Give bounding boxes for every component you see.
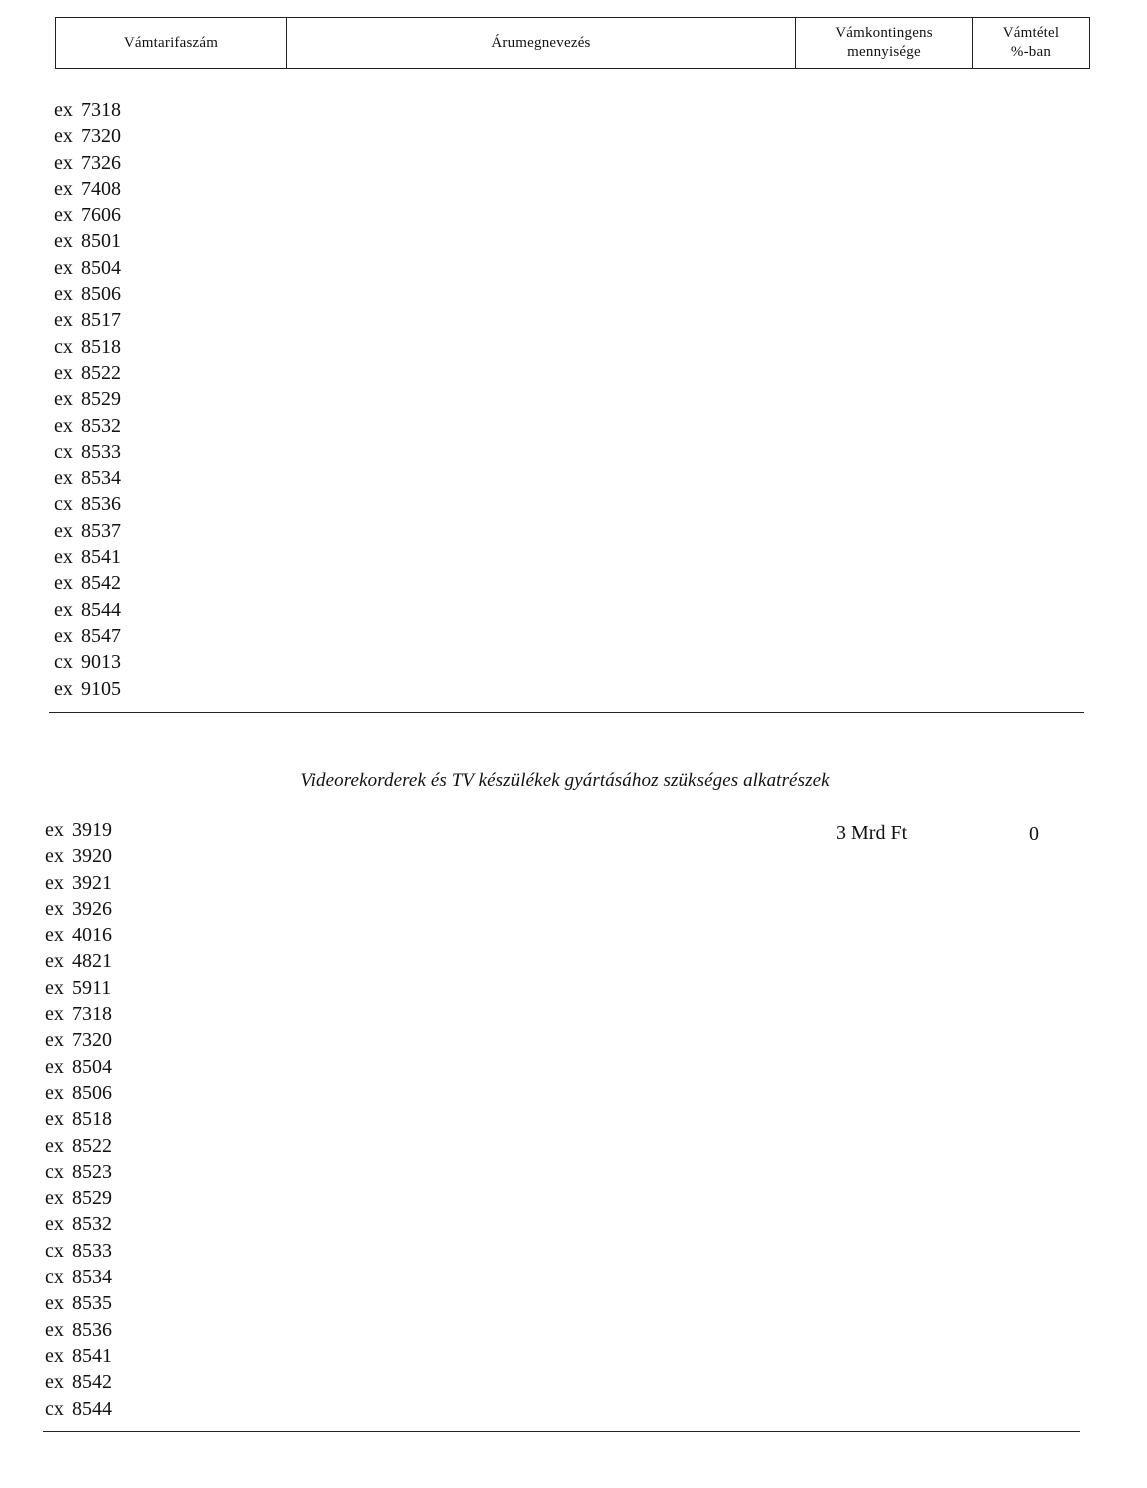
tariff-code-number: 8522 <box>72 1134 112 1157</box>
header-product-name-label: Árumegnevezés <box>491 34 591 51</box>
tariff-code-row <box>54 307 121 333</box>
tariff-code-row <box>45 1264 112 1290</box>
tariff-code-number: 8532 <box>81 414 121 437</box>
tariff-code-row <box>45 1001 112 1027</box>
tariff-code-row <box>45 896 112 922</box>
tariff-code-prefix: cx <box>54 440 73 463</box>
tariff-code-row <box>45 1369 112 1395</box>
tariff-code-row <box>54 360 121 386</box>
tariff-code-prefix: ex <box>54 519 73 542</box>
tariff-code-number: 8541 <box>81 546 121 569</box>
tariff-code-row <box>54 676 121 702</box>
tariff-code-row <box>45 1054 112 1080</box>
tariff-code-number: 8518 <box>72 1108 112 1131</box>
tariff-code-number: 8544 <box>81 598 121 621</box>
tariff-code-prefix: ex <box>45 1318 64 1341</box>
tariff-code-prefix: ex <box>45 1108 64 1131</box>
tariff-code-number: 8529 <box>72 1187 112 1210</box>
tariff-code-number: 4821 <box>72 950 112 973</box>
tariff-code-prefix: ex <box>45 897 64 920</box>
tariff-code-row <box>54 491 121 517</box>
tariff-code-prefix: ex <box>54 230 73 253</box>
tariff-code-prefix: ex <box>54 677 73 700</box>
tariff-code-row <box>54 623 121 649</box>
tariff-code-number: 8534 <box>81 467 121 490</box>
quota-value: 3 Mrd Ft <box>836 822 908 844</box>
section-divider-1 <box>49 712 1084 713</box>
tariff-code-prefix: ex <box>54 624 73 647</box>
tariff-code-prefix: ex <box>45 1003 64 1026</box>
tariff-code-prefix: ex <box>45 1055 64 1078</box>
tariff-code-number: 7320 <box>81 125 121 148</box>
tariff-code-prefix: cx <box>54 651 73 674</box>
section-divider-2 <box>43 1431 1080 1432</box>
tariff-code-number: 3920 <box>72 845 112 868</box>
tariff-code-prefix: ex <box>45 1187 64 1210</box>
tariff-code-row <box>54 649 121 675</box>
tariff-code-row <box>54 465 121 491</box>
tariff-code-row <box>45 1317 112 1343</box>
tariff-code-prefix: ex <box>45 1134 64 1157</box>
tariff-code-number: 8533 <box>72 1239 112 1262</box>
tariff-code-row <box>45 870 112 896</box>
tariff-code-row <box>45 1238 112 1264</box>
tariff-code-row <box>54 386 121 412</box>
tariff-code-number: 7318 <box>72 1003 112 1026</box>
header-tariff-number-label: Vámtarifaszám <box>123 34 219 51</box>
tariff-code-number: 3926 <box>72 897 112 920</box>
tariff-code-number: 8533 <box>81 440 121 463</box>
tariff-code-number: 8542 <box>81 572 121 595</box>
table-header <box>55 17 1090 69</box>
tariff-code-number: 8522 <box>81 361 121 384</box>
tariff-code-number: 7326 <box>81 151 121 174</box>
tariff-code-number: 8544 <box>72 1397 112 1420</box>
tariff-code-row <box>45 922 112 948</box>
tariff-code-prefix: ex <box>54 125 73 148</box>
header-tariff-number <box>56 18 287 68</box>
tariff-code-row <box>54 281 121 307</box>
tariff-code-number: 8504 <box>81 256 121 279</box>
tariff-code-number: 8541 <box>72 1344 112 1367</box>
tariff-code-number: 8547 <box>81 624 121 647</box>
tariff-code-number: 8536 <box>81 493 121 516</box>
tariff-code-row <box>45 1159 112 1185</box>
tariff-code-row <box>45 1343 112 1369</box>
tariff-code-prefix: cx <box>45 1266 64 1289</box>
tariff-code-number: 7606 <box>81 204 121 227</box>
header-rate-line2: %-ban <box>1010 44 1052 60</box>
tariff-code-prefix: ex <box>54 572 73 595</box>
tariff-code-list-1 <box>54 97 121 702</box>
tariff-code-prefix: ex <box>45 1029 64 1052</box>
tariff-code-number: 9105 <box>81 677 121 700</box>
tariff-code-number: 9013 <box>81 651 121 674</box>
tariff-code-number: 4016 <box>72 924 112 947</box>
tariff-code-prefix: cx <box>45 1397 64 1420</box>
tariff-code-prefix: ex <box>45 976 64 999</box>
tariff-code-prefix: ex <box>54 256 73 279</box>
tariff-code-prefix: ex <box>54 309 73 332</box>
tariff-code-row <box>54 150 121 176</box>
tariff-code-number: 8517 <box>81 309 121 332</box>
tariff-code-prefix: ex <box>54 99 73 121</box>
tariff-code-row <box>45 1396 112 1422</box>
tariff-code-row <box>54 228 121 254</box>
tariff-code-number: 8504 <box>72 1055 112 1078</box>
tariff-code-row <box>45 1080 112 1106</box>
tariff-code-row <box>54 176 121 202</box>
header-quota-line2: mennyisége <box>847 44 921 60</box>
tariff-code-prefix: ex <box>54 598 73 621</box>
rate-value: 0 <box>1029 823 1039 845</box>
tariff-code-row <box>45 1185 112 1211</box>
tariff-code-prefix: ex <box>45 819 64 841</box>
header-rate-line1: Vámtétel <box>1002 25 1060 41</box>
tariff-code-prefix: ex <box>54 546 73 569</box>
tariff-code-row <box>45 1211 112 1237</box>
tariff-code-prefix: ex <box>45 950 64 973</box>
tariff-code-prefix: ex <box>45 1213 64 1236</box>
tariff-code-prefix: ex <box>45 1292 64 1315</box>
tariff-code-number: 8523 <box>72 1160 112 1183</box>
tariff-code-row <box>54 334 121 360</box>
tariff-code-prefix: ex <box>45 1344 64 1367</box>
tariff-code-number: 7318 <box>81 99 121 121</box>
header-quota <box>796 18 973 68</box>
tariff-code-number: 7320 <box>72 1029 112 1052</box>
tariff-code-row <box>45 843 112 869</box>
header-rate <box>973 18 1089 68</box>
tariff-code-prefix: cx <box>54 493 73 516</box>
tariff-code-row <box>54 255 121 281</box>
tariff-code-row <box>45 975 112 1001</box>
tariff-code-number: 8501 <box>81 230 121 253</box>
tariff-code-row <box>45 1290 112 1316</box>
tariff-code-prefix: ex <box>54 283 73 306</box>
tariff-code-prefix: ex <box>54 467 73 490</box>
tariff-code-prefix: ex <box>45 845 64 868</box>
tariff-code-number: 7408 <box>81 177 121 200</box>
tariff-code-prefix: cx <box>45 1160 64 1183</box>
tariff-code-row <box>54 544 121 570</box>
header-rate-label <box>1003 24 1060 62</box>
tariff-code-row <box>54 202 121 228</box>
tariff-code-row <box>45 1133 112 1159</box>
tariff-code-prefix: ex <box>54 388 73 411</box>
tariff-code-prefix: ex <box>45 871 64 894</box>
tariff-code-number: 8506 <box>81 283 121 306</box>
tariff-code-number: 8536 <box>72 1318 112 1341</box>
tariff-code-row <box>54 518 121 544</box>
tariff-code-row <box>45 948 112 974</box>
tariff-code-number: 8529 <box>81 388 121 411</box>
tariff-code-number: 3921 <box>72 871 112 894</box>
tariff-code-number: 3919 <box>72 819 112 841</box>
header-quota-label <box>835 24 933 62</box>
tariff-code-prefix: ex <box>54 177 73 200</box>
section-title: Videorekorderek és TV készülékek gyártásához szükséges alkatrészek <box>300 770 830 791</box>
tariff-code-row <box>45 1027 112 1053</box>
tariff-code-number: 8506 <box>72 1081 112 1104</box>
tariff-code-row <box>54 570 121 596</box>
tariff-code-row <box>54 413 121 439</box>
tariff-code-row <box>54 97 121 123</box>
tariff-code-prefix: ex <box>54 204 73 227</box>
tariff-code-prefix: ex <box>45 924 64 947</box>
tariff-code-number: 8518 <box>81 335 121 358</box>
tariff-code-prefix: cx <box>54 335 73 358</box>
tariff-code-prefix: ex <box>45 1081 64 1104</box>
tariff-code-row <box>54 439 121 465</box>
tariff-code-list-2 <box>45 817 112 1422</box>
tariff-code-number: 8542 <box>72 1371 112 1394</box>
tariff-code-number: 5911 <box>72 976 112 999</box>
tariff-code-number: 8532 <box>72 1213 112 1236</box>
tariff-code-row <box>54 123 121 149</box>
header-quota-line1: Vámkontingens <box>835 25 933 41</box>
tariff-code-prefix: cx <box>45 1239 64 1262</box>
header-product-name <box>287 18 796 68</box>
tariff-code-number: 8535 <box>72 1292 112 1315</box>
tariff-code-prefix: ex <box>54 361 73 384</box>
tariff-code-prefix: ex <box>45 1371 64 1394</box>
tariff-code-row <box>45 817 112 843</box>
tariff-code-prefix: ex <box>54 414 73 437</box>
tariff-code-prefix: ex <box>54 151 73 174</box>
tariff-code-number: 8537 <box>81 519 121 542</box>
tariff-code-row <box>45 1106 112 1132</box>
tariff-code-number: 8534 <box>72 1266 112 1289</box>
tariff-code-row <box>54 597 121 623</box>
